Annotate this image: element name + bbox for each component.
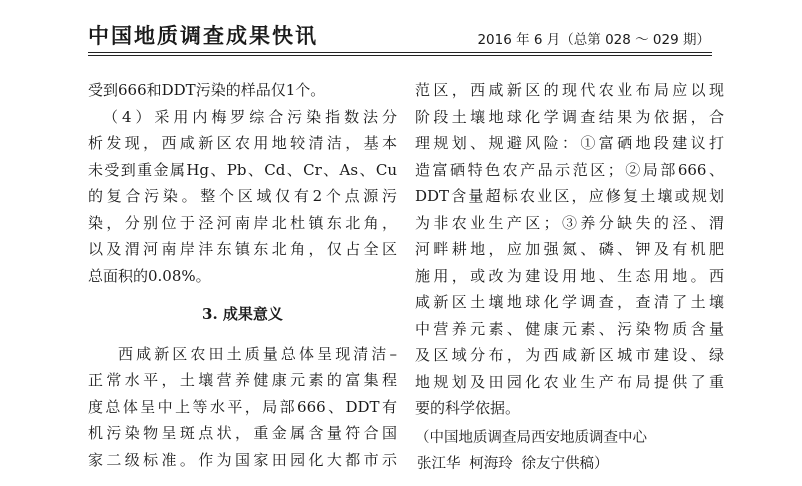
- left-column: [88, 77, 397, 473]
- text-line: 理规划、规避风险：①富硒地段建议打: [415, 134, 724, 152]
- text-line: DDT含量超标农业区，应修复土壤或规划: [415, 187, 724, 205]
- section-heading: 3. 成果意义: [202, 305, 283, 323]
- paragraph-3: [88, 341, 397, 474]
- author-credit-line-1: （中国地质调查局西安地质调查中心: [415, 430, 647, 446]
- author-credit-line-2: 张江华 柯海玲 徐友宁供稿）: [417, 456, 609, 472]
- text-line: 析发现，西咸新区农用地较清洁，基本: [88, 134, 397, 152]
- text-line: （4）采用内梅罗综合污染指数法分: [103, 107, 397, 126]
- paragraph-2: [88, 104, 397, 290]
- text-line: 度总体呈中上等水平，局部666、DDT有: [88, 397, 397, 416]
- text-line: 阶段土壤地球化学调查结果为依据，合: [415, 107, 724, 126]
- text-line: 机污染物呈斑点状，重金属含量符合国: [88, 424, 397, 442]
- text-line: 要的科学依据。: [415, 399, 521, 417]
- text-line: 总面积的0.08%。: [88, 266, 211, 285]
- text-line: 范区，西咸新区的现代农业布局应以现: [415, 81, 724, 99]
- text-line: 染，分别位于泾河南岸北杜镇东北角，: [88, 213, 397, 232]
- text-line: 造富硒特色农产品示范区；②局部666、: [415, 160, 724, 179]
- text-line: 为非农业生产区；③养分缺失的泾、渭: [415, 213, 724, 232]
- text-line: 受到666和DDT污染的样品仅1个。: [88, 81, 326, 99]
- text-line: 的复合污染。整个区域仅有2个点源污: [88, 187, 397, 205]
- text-line: 及区域分布，为西咸新区城市建设、绿: [415, 346, 724, 364]
- text-line: 家二级标准。作为国家田园化大都市示: [88, 450, 397, 469]
- header-rule: [88, 52, 712, 53]
- text-line: 中营养元素、健康元素、污染物质含量: [415, 319, 724, 338]
- right-column: [415, 77, 724, 422]
- text-line: 未受到重金属Hg、Pb、Cd、Cr、As、Cu: [88, 160, 397, 179]
- newsletter-title: 中国地质调查成果快讯: [88, 24, 318, 48]
- text-line: 地规划及田园化农业生产布局提供了重: [415, 372, 724, 391]
- text-line: 施用，或改为建设用地、生态用地。西: [415, 266, 724, 285]
- text-line: 河畔耕地，应加强氮、磷、钾及有机肥: [415, 240, 724, 258]
- text-line: 以及渭河南岸沣东镇东北角，仅占全区: [88, 240, 397, 258]
- paragraph-1: [88, 77, 397, 104]
- text-line: 咸新区土壤地球化学调查，查清了土壤: [415, 293, 724, 311]
- issue-info: 2016 年 6 月（总第 028 ～ 029 期）: [477, 32, 710, 48]
- header-rule-thin: [88, 55, 712, 56]
- text-line: 正常水平，土壤营养健康元素的富集程: [88, 371, 397, 389]
- text-line: 西咸新区农田土质量总体呈现清洁–: [118, 344, 397, 363]
